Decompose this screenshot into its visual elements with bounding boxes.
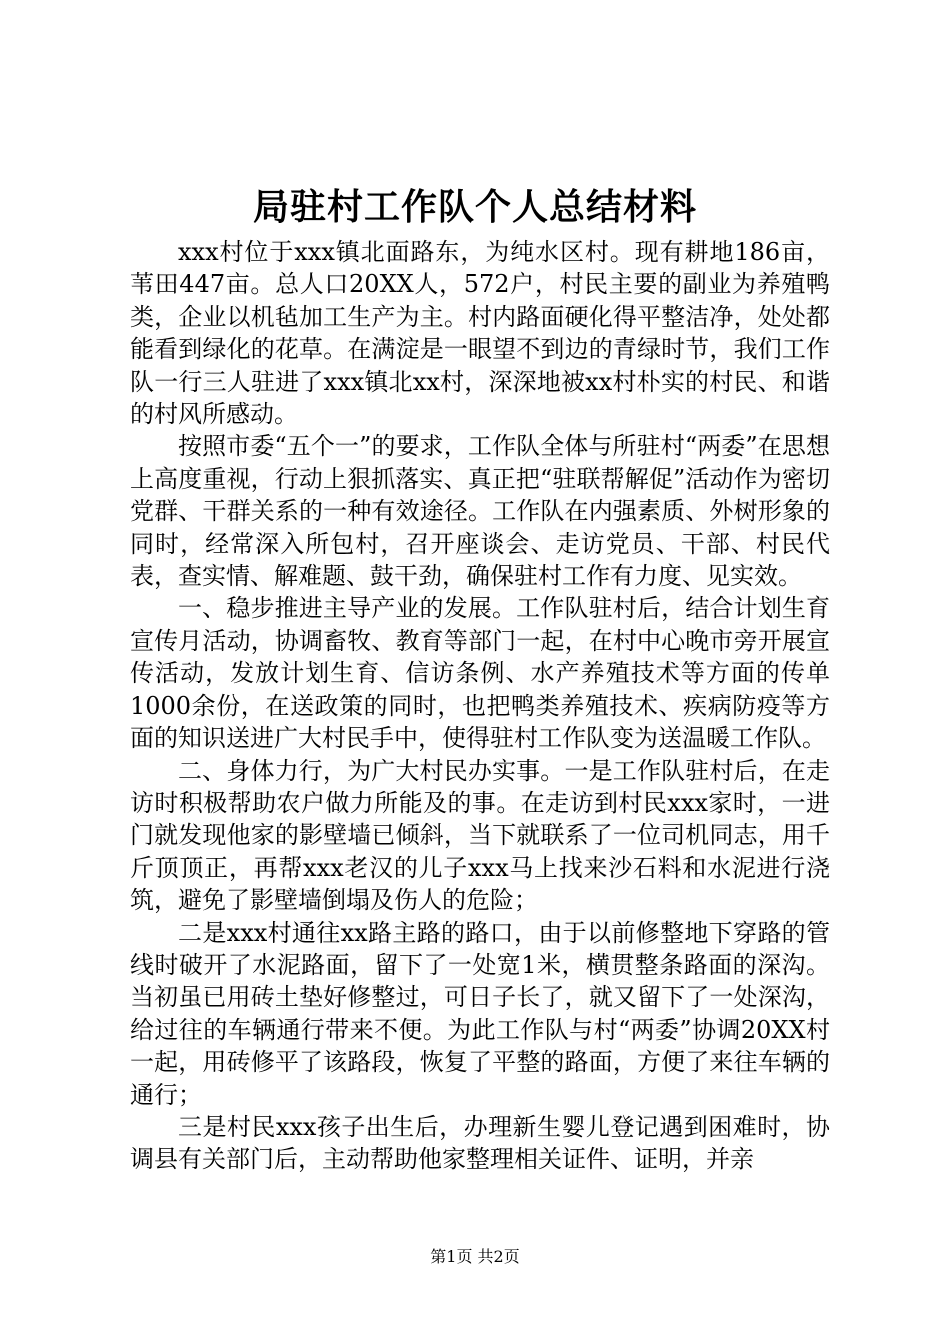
paragraph-road-repair: 二是xxx村通往xx路主路的路口，由于以前修整地下穿路的管线时破开了水泥路面，留下了一处宽1米，横贯整条路面的深沟。当初虽已用砖土垫好修整过，可日子长了，就又留下了一处深沟，给过往的车辆通行带来不便。为此工作队与村“两委”协调20XX村一起，用砖修平了该路段，恢复了平整的路面，方便了来往车辆的通行； xyxy=(130,918,830,1109)
paragraph-section-two: 二、身体力行，为广大村民办实事。一是工作队驻村后，在走访时积极帮助农户做力所能及的事。在走访到村民xxx家时，一进门就发现他家的影壁墙已倾斜，当下就联系了一位司机同志，用千斤顶顶正，再帮xxx老汉的儿子xxx马上找来沙石料和水泥进行浇筑，避免了影壁墙倒塌及伤人的危险； xyxy=(130,756,830,915)
paragraph-requirements: 按照市委“五个一”的要求，工作队全体与所驻村“两委”在思想上高度重视，行动上狠抓落实、真正把“驻联帮解促”活动作为密切党群、干群关系的一种有效途径。工作队在内强素质、外树形象的同时，经常深入所包村，召开座谈会、走访党员、干部、村民代表，查实情、解难题、鼓干劲，确保驻村工作有力度、见实效。 xyxy=(130,432,830,591)
document-body xyxy=(130,236,830,1176)
document-title: 局驻村工作队个人总结材料 xyxy=(252,186,697,228)
paragraph-section-one: 一、稳步推进主导产业的发展。工作队驻村后，结合计划生育宣传月活动，协调畜牧、教育等部门一起，在村中心晚市旁开展宣传活动，发放计划生育、信访条例、水产养殖技术等方面的传单1000余份，在送政策的同时，也把鸭类养殖技术、疾病防疫等方面的知识送进广大村民手中，使得驻村工作队变为送温暖工作队。 xyxy=(130,594,830,753)
page-footer: 第1页 共2页 xyxy=(430,1247,520,1266)
paragraph-intro: xxx村位于xxx镇北面路东，为纯水区村。现有耕地186亩，苇田447亩。总人口20XX人，572户，村民主要的副业为养殖鸭类，企业以机毡加工生产为主。村内路面硬化得平整洁净，处处都能看到绿化的花草。在满淀是一眼望不到边的青绿时节，我们工作队一行三人驻进了xxx镇北xx村，深深地被xx村朴实的村民、和谐的村风所感动。 xyxy=(130,238,830,429)
paragraph-registration: 三是村民xxx孩子出生后，办理新生婴儿登记遇到困难时，协调县有关部门后，主动帮助他家整理相关证件、证明，并亲 xyxy=(130,1112,830,1174)
